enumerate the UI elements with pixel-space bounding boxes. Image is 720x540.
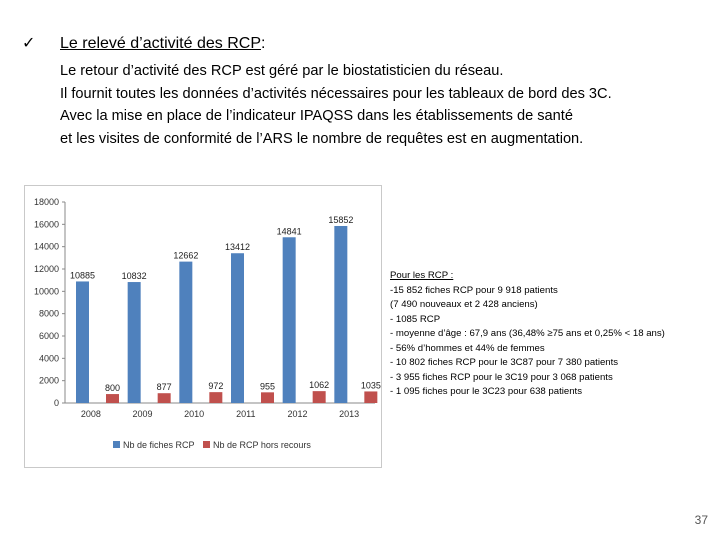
paragraph-line: Il fournit toutes les données d’activités nécessaires pour les tableaux de bord des 3C. bbox=[60, 85, 612, 102]
data-label: 877 bbox=[156, 382, 172, 393]
bar-fiches-rcp bbox=[334, 226, 347, 403]
page-number: 37 bbox=[694, 513, 708, 527]
paragraph-line: Le retour d’activité des RCP est géré par le biostatisticien du réseau. bbox=[60, 63, 504, 79]
legend-swatch bbox=[113, 441, 120, 448]
bar-fiches-rcp bbox=[231, 253, 244, 403]
y-tick-label: 10000 bbox=[33, 286, 59, 297]
notes-line: - 10 802 fiches RCP pour le 3C87 pour 7 380 patients bbox=[390, 357, 619, 368]
checkmark-icon: ✓ bbox=[22, 33, 36, 52]
legend-label: Nb de fiches RCP bbox=[123, 440, 195, 450]
y-tick-label: 14000 bbox=[33, 241, 59, 252]
bar-rcp-hors-recours bbox=[106, 394, 119, 403]
data-label: 13412 bbox=[224, 242, 251, 253]
description-paragraph bbox=[60, 60, 612, 150]
y-tick-label: 2000 bbox=[38, 375, 59, 386]
data-label: 1035 bbox=[360, 380, 381, 391]
y-tick-label: 4000 bbox=[38, 353, 59, 364]
bar-rcp-hors-recours bbox=[364, 391, 377, 403]
data-label: 15852 bbox=[328, 214, 354, 225]
slide-title bbox=[60, 35, 265, 53]
bar-rcp-hors-recours bbox=[261, 392, 274, 403]
y-tick-label: 12000 bbox=[33, 264, 59, 274]
y-tick-label: 0 bbox=[53, 398, 59, 408]
x-tick-label: 2012 bbox=[287, 409, 308, 419]
bar-rcp-hors-recours bbox=[158, 393, 171, 403]
data-label: 12662 bbox=[173, 250, 199, 261]
data-label: 955 bbox=[259, 381, 276, 392]
bar-fiches-rcp bbox=[76, 281, 89, 403]
data-label: 14841 bbox=[276, 226, 302, 237]
data-label: 1062 bbox=[309, 380, 330, 391]
x-tick-label: 2009 bbox=[132, 409, 153, 419]
notes-line: - 56% d’hommes et 44% de femmes bbox=[390, 342, 545, 354]
bar-fiches-rcp bbox=[128, 282, 141, 403]
data-label: 800 bbox=[104, 383, 121, 394]
rcp-activity-chart bbox=[24, 185, 382, 468]
notes-heading: Pour les RCP : bbox=[390, 270, 454, 281]
chart-svg bbox=[25, 186, 381, 467]
notes-line: - 1085 RCP bbox=[390, 313, 441, 325]
data-label: 10832 bbox=[121, 271, 147, 282]
slide-title-colon: : bbox=[260, 35, 266, 52]
y-tick-label: 8000 bbox=[38, 308, 59, 319]
legend-label: Nb de RCP hors recours bbox=[213, 440, 311, 450]
notes-line: - 3 955 fiches RCP pour le 3C19 pour 3 068 patients bbox=[390, 371, 613, 383]
data-label: 10885 bbox=[69, 270, 96, 281]
notes-line: - 1 095 fiches pour le 3C23 pour 638 patients bbox=[390, 386, 583, 397]
legend-swatch bbox=[203, 441, 210, 448]
notes-line: (7 490 nouveaux et 2 428 anciens) bbox=[390, 299, 538, 310]
bar-fiches-rcp bbox=[283, 237, 296, 403]
paragraph-line: Avec la mise en place de l’indicateur IPAQSS dans les établissements de santé bbox=[60, 108, 573, 125]
bar-fiches-rcp bbox=[179, 262, 192, 403]
notes-line: -15 852 fiches RCP pour 9 918 patients bbox=[390, 284, 558, 296]
x-tick-label: 2013 bbox=[339, 409, 360, 419]
bar-rcp-hors-recours bbox=[209, 392, 222, 403]
notes-line: - moyenne d’âge : 67,9 ans (36,48% ≥75 ans et 0,25% < 18 ans) bbox=[390, 328, 665, 339]
y-tick-label: 16000 bbox=[33, 219, 59, 230]
slide-title-text: Le relevé d’activité des RCP bbox=[60, 35, 261, 52]
paragraph-line: et les visites de conformité de l’ARS le nombre de requêtes est en augmentation. bbox=[60, 130, 584, 147]
y-tick-label: 18000 bbox=[33, 197, 59, 207]
x-tick-label: 2011 bbox=[236, 409, 256, 419]
rcp-notes bbox=[390, 269, 665, 400]
bar-rcp-hors-recours bbox=[313, 391, 326, 403]
y-tick-label: 6000 bbox=[38, 331, 59, 341]
heading bbox=[22, 33, 265, 53]
x-tick-label: 2010 bbox=[184, 409, 205, 419]
data-label: 972 bbox=[208, 381, 224, 392]
x-tick-label: 2008 bbox=[80, 409, 101, 419]
